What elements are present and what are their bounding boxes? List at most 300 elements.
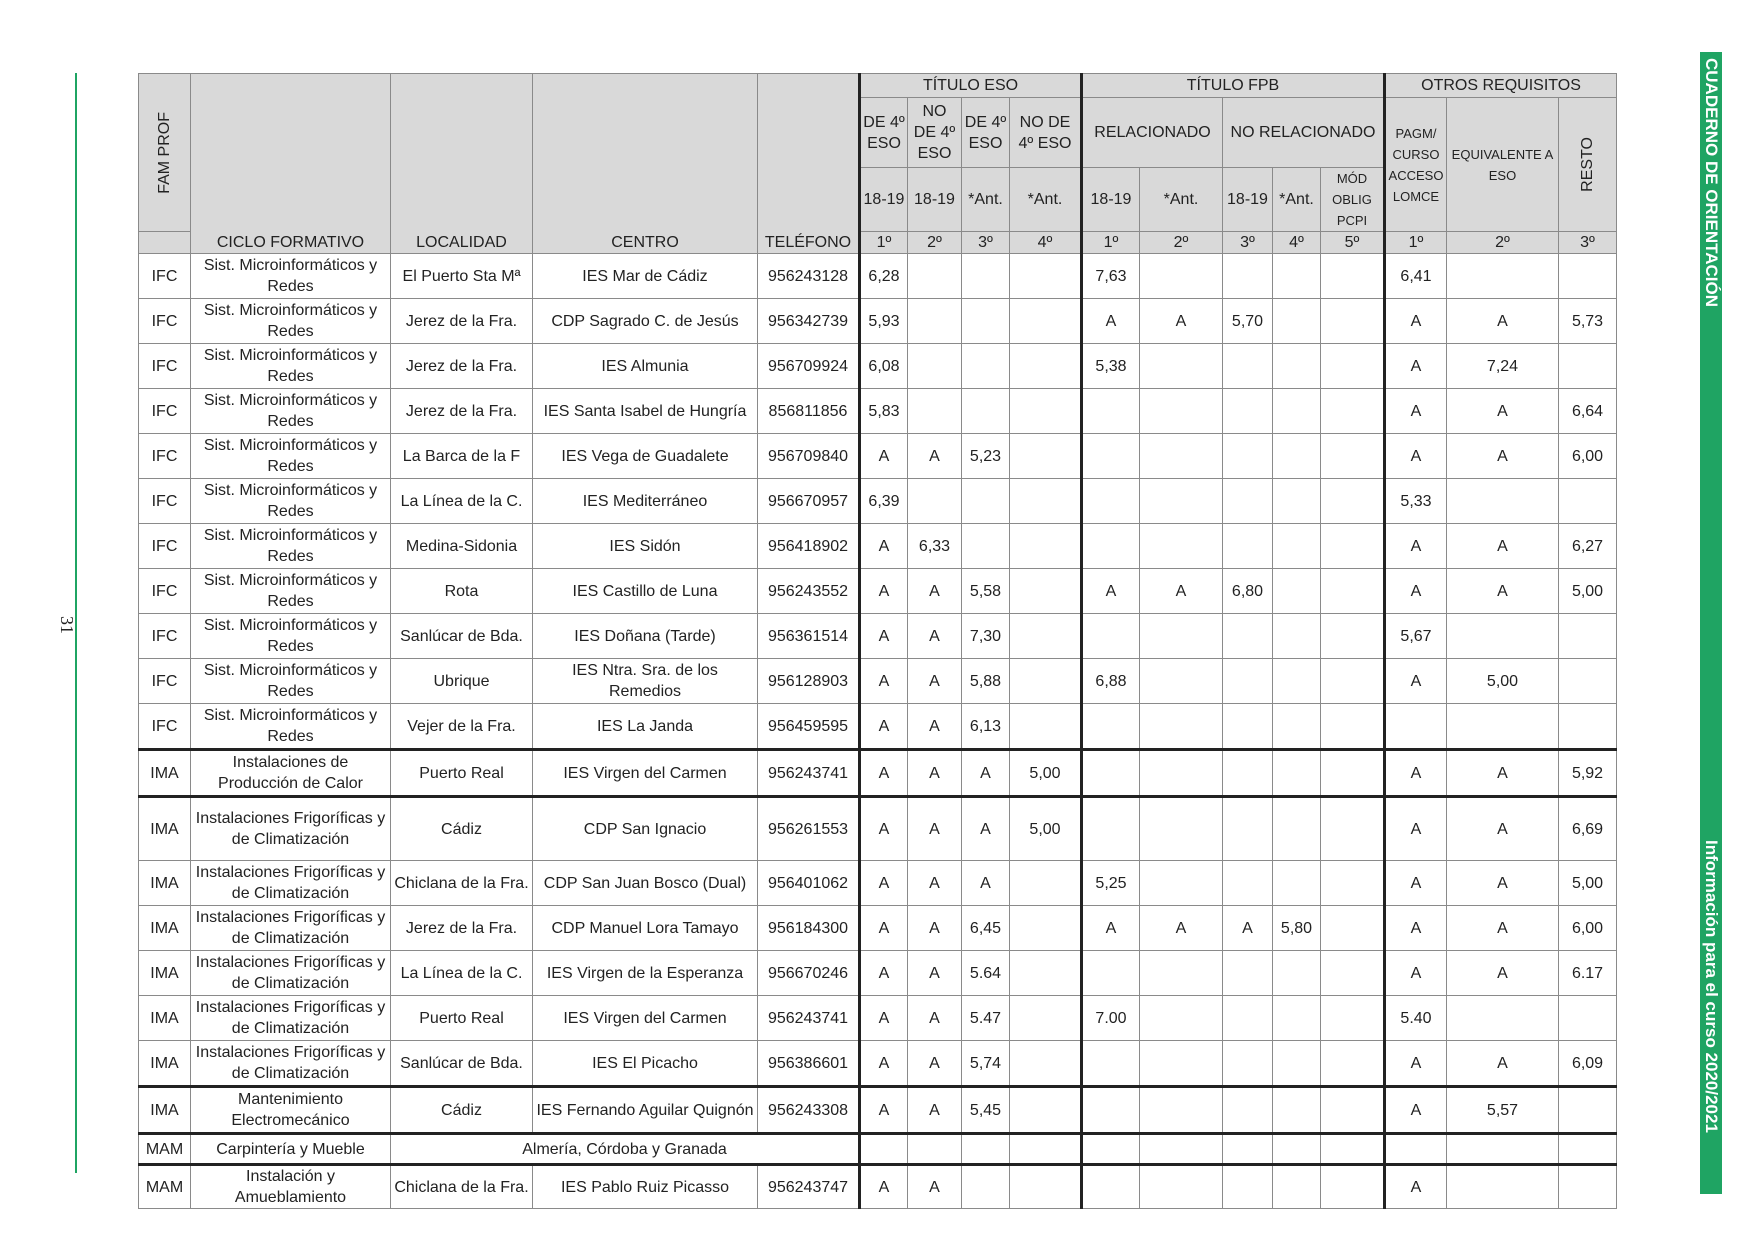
cell-centro: IES Mar de Cádiz	[533, 254, 758, 299]
cell-value	[1559, 614, 1617, 659]
cell-value	[1140, 1134, 1223, 1165]
cell-telefono: 956184300	[758, 906, 860, 951]
cell-value	[1082, 479, 1140, 524]
cell-value: A	[860, 797, 908, 861]
cell-value	[1082, 614, 1140, 659]
cell-value: A	[908, 996, 962, 1041]
cell-value: A	[908, 1087, 962, 1134]
cell-value	[1010, 1041, 1082, 1087]
cell-value	[1082, 704, 1140, 750]
cell-fam: IFC	[139, 659, 191, 704]
header-mod-oblig: MÓD OBLIG PCPI	[1321, 168, 1385, 232]
header-1819-c: 18-19	[1082, 168, 1140, 232]
cell-ciclo: Instalaciones Frigoríficas y de Climatización	[191, 1041, 391, 1087]
cell-value	[1140, 659, 1223, 704]
cell-value	[1010, 614, 1082, 659]
cell-ciclo: Instalaciones Frigoríficas y de Climatización	[191, 951, 391, 996]
header-num: 3º	[1223, 232, 1273, 254]
cell-value	[1273, 524, 1321, 569]
cell-value	[1447, 1134, 1559, 1165]
cell-value: 5,73	[1559, 299, 1617, 344]
cell-value: A	[908, 861, 962, 906]
cell-localidad: Sanlúcar de Bda.	[391, 1041, 533, 1087]
cell-fam: IMA	[139, 861, 191, 906]
cell-value: 6,13	[962, 704, 1010, 750]
cell-localidad: Jerez de la Fra.	[391, 906, 533, 951]
cell-value: A	[860, 614, 908, 659]
cell-value	[1273, 614, 1321, 659]
cell-telefono: 956243747	[758, 1165, 860, 1209]
cell-centro: IES Sidón	[533, 524, 758, 569]
cell-value	[1223, 861, 1273, 906]
cell-telefono: 956418902	[758, 524, 860, 569]
cell-value	[1140, 861, 1223, 906]
cell-value: 5,57	[1447, 1087, 1559, 1134]
header-relacionado: RELACIONADO	[1082, 98, 1223, 168]
cell-value	[1223, 1041, 1273, 1087]
cell-value	[1321, 750, 1385, 797]
cell-value	[1140, 434, 1223, 479]
cell-value: A	[1140, 299, 1223, 344]
cell-localidad: Rota	[391, 569, 533, 614]
header-no-relacionado: NO RELACIONADO	[1223, 98, 1385, 168]
table-row	[139, 344, 1617, 389]
cell-value	[908, 344, 962, 389]
cell-value	[1273, 389, 1321, 434]
cell-localidad: Jerez de la Fra.	[391, 299, 533, 344]
cell-fam: IFC	[139, 434, 191, 479]
cell-value	[1385, 704, 1447, 750]
cell-value	[1010, 389, 1082, 434]
cell-value: 5.40	[1385, 996, 1447, 1041]
header-num: 3º	[962, 232, 1010, 254]
header-pagm: PAGM/ CURSO ACCESO LOMCE	[1385, 98, 1447, 232]
cell-value: A	[860, 1087, 908, 1134]
cell-localidad: Ubrique	[391, 659, 533, 704]
cell-value: A	[1447, 797, 1559, 861]
cell-ciclo: Sist. Microinformáticos y Redes	[191, 569, 391, 614]
cell-centro: IES Doñana (Tarde)	[533, 614, 758, 659]
cell-centro: IES Virgen del Carmen	[533, 996, 758, 1041]
cell-value: 5,33	[1385, 479, 1447, 524]
cell-value	[1010, 1087, 1082, 1134]
header-titulo-eso: TÍTULO ESO	[860, 74, 1082, 98]
cell-value	[1273, 299, 1321, 344]
cell-value	[908, 479, 962, 524]
cell-telefono: 956361514	[758, 614, 860, 659]
cell-value: A	[908, 797, 962, 861]
cell-value	[1321, 1165, 1385, 1209]
cell-value: A	[860, 704, 908, 750]
cell-value: A	[1447, 906, 1559, 951]
cell-telefono: 956459595	[758, 704, 860, 750]
cell-value: 5,58	[962, 569, 1010, 614]
cell-value	[962, 524, 1010, 569]
cell-value	[1559, 659, 1617, 704]
table-row	[139, 1134, 1617, 1165]
cell-fam: MAM	[139, 1165, 191, 1209]
cell-value: 5,00	[1447, 659, 1559, 704]
cell-value: A	[1385, 389, 1447, 434]
header-num: 1º	[860, 232, 908, 254]
cell-value: 5,38	[1082, 344, 1140, 389]
cell-value	[1010, 479, 1082, 524]
cell-value: 6,08	[860, 344, 908, 389]
table-row	[139, 1041, 1617, 1087]
cell-value	[1273, 1165, 1321, 1209]
cell-telefono: 956670957	[758, 479, 860, 524]
cell-value	[962, 1165, 1010, 1209]
cell-value	[1140, 1165, 1223, 1209]
cell-value: 7.00	[1082, 996, 1140, 1041]
cell-value: A	[1447, 434, 1559, 479]
cell-value: A	[1447, 569, 1559, 614]
cell-value	[1321, 344, 1385, 389]
cell-centro: IES Virgen del Carmen	[533, 750, 758, 797]
cell-value	[1010, 524, 1082, 569]
cell-telefono: 956243741	[758, 996, 860, 1041]
cell-fam: MAM	[139, 1134, 191, 1165]
cell-centro: CDP San Juan Bosco (Dual)	[533, 861, 758, 906]
cell-value	[1273, 254, 1321, 299]
cell-centro: IES Fernando Aguilar Quignón	[533, 1087, 758, 1134]
cell-localidad: Chiclana de la Fra.	[391, 1165, 533, 1209]
cell-value	[1321, 861, 1385, 906]
cell-value	[1447, 704, 1559, 750]
cell-value	[1559, 1165, 1617, 1209]
cell-value	[1223, 1165, 1273, 1209]
cell-localidad: Puerto Real	[391, 750, 533, 797]
cell-value: A	[860, 996, 908, 1041]
cell-value: A	[1447, 750, 1559, 797]
header-ciclo: CICLO FORMATIVO	[191, 74, 391, 254]
cell-value: A	[860, 524, 908, 569]
cell-value: A	[962, 750, 1010, 797]
cell-value	[1223, 344, 1273, 389]
cell-value	[1321, 704, 1385, 750]
cell-ciclo: Instalaciones Frigoríficas y de Climatización	[191, 861, 391, 906]
cell-value	[1082, 750, 1140, 797]
cell-value	[1321, 479, 1385, 524]
table-row	[139, 861, 1617, 906]
cell-value	[1082, 1134, 1140, 1165]
cell-centro: IES Virgen de la Esperanza	[533, 951, 758, 996]
header-equivalente: EQUIVALENTE A ESO	[1447, 98, 1559, 232]
header-num: 5º	[1321, 232, 1385, 254]
cell-value	[962, 344, 1010, 389]
cell-value: 5,70	[1223, 299, 1273, 344]
cell-value	[1321, 389, 1385, 434]
table-row	[139, 659, 1617, 704]
cell-value: 5,23	[962, 434, 1010, 479]
cell-value	[1223, 479, 1273, 524]
table-row	[139, 1165, 1617, 1209]
cell-telefono: 856811856	[758, 389, 860, 434]
cell-value: A	[908, 704, 962, 750]
cell-value	[1321, 951, 1385, 996]
cell-ciclo: Instalaciones de Producción de Calor	[191, 750, 391, 797]
cell-value	[1223, 750, 1273, 797]
cell-centro: IES La Janda	[533, 704, 758, 750]
table-row	[139, 704, 1617, 750]
cell-value: A	[1447, 951, 1559, 996]
cell-fam: IMA	[139, 1041, 191, 1087]
cell-value	[1559, 1087, 1617, 1134]
cell-value	[1321, 434, 1385, 479]
cell-value	[1321, 797, 1385, 861]
cell-value: 5,93	[860, 299, 908, 344]
cell-value	[1321, 1134, 1385, 1165]
cell-value: A	[908, 951, 962, 996]
cell-value: 5,67	[1385, 614, 1447, 659]
table-row	[139, 750, 1617, 797]
table-row	[139, 1087, 1617, 1134]
cell-value: 5,00	[1559, 569, 1617, 614]
cell-localidad: El Puerto Sta Mª	[391, 254, 533, 299]
cell-value	[1321, 1087, 1385, 1134]
cell-localidad: Medina-Sidonia	[391, 524, 533, 569]
cell-value	[1140, 797, 1223, 861]
table-row	[139, 569, 1617, 614]
cell-value: 6,64	[1559, 389, 1617, 434]
header-num: 2º	[1447, 232, 1559, 254]
cell-value: A	[1223, 906, 1273, 951]
cell-localidad: Chiclana de la Fra.	[391, 861, 533, 906]
cell-value: A	[1385, 951, 1447, 996]
cell-value	[1010, 254, 1082, 299]
cell-ciclo: Sist. Microinformáticos y Redes	[191, 614, 391, 659]
cell-localidad: La Línea de la C.	[391, 951, 533, 996]
cell-value: A	[908, 569, 962, 614]
cell-ciclo: Sist. Microinformáticos y Redes	[191, 389, 391, 434]
cell-value: 5,00	[1010, 750, 1082, 797]
cell-value: A	[860, 569, 908, 614]
header-ant-a: *Ant.	[962, 168, 1010, 232]
table-row	[139, 299, 1617, 344]
header-1819-d: 18-19	[1223, 168, 1273, 232]
cell-localidad: Sanlúcar de Bda.	[391, 614, 533, 659]
cell-value	[1321, 659, 1385, 704]
cell-value: A	[1385, 1165, 1447, 1209]
cell-value: A	[1385, 299, 1447, 344]
cell-value: A	[1385, 569, 1447, 614]
cell-value: 5.47	[962, 996, 1010, 1041]
cell-value: 7,24	[1447, 344, 1559, 389]
cell-value	[1273, 659, 1321, 704]
cell-value	[1447, 479, 1559, 524]
cell-ciclo: Sist. Microinformáticos y Redes	[191, 704, 391, 750]
cell-telefono: 956670246	[758, 951, 860, 996]
cell-centro: IES Santa Isabel de Hungría	[533, 389, 758, 434]
cell-value	[962, 254, 1010, 299]
cell-value	[1321, 569, 1385, 614]
cell-value	[1140, 389, 1223, 434]
cell-value: 5,25	[1082, 861, 1140, 906]
cell-value	[1223, 614, 1273, 659]
cell-localidad: Vejer de la Fra.	[391, 704, 533, 750]
cell-value: A	[962, 861, 1010, 906]
cell-value	[1273, 861, 1321, 906]
cell-centro: IES Mediterráneo	[533, 479, 758, 524]
side-title-top: CUADERNO DE ORIENTACIÓN	[1702, 58, 1721, 308]
cell-value: A	[908, 659, 962, 704]
cell-value	[1140, 1087, 1223, 1134]
cell-fam: IMA	[139, 750, 191, 797]
cell-localidad: Cádiz	[391, 797, 533, 861]
cell-value	[1273, 569, 1321, 614]
cell-value: A	[1385, 1087, 1447, 1134]
cell-value: 5,45	[962, 1087, 1010, 1134]
cell-ciclo: Sist. Microinformáticos y Redes	[191, 659, 391, 704]
cell-value	[1082, 951, 1140, 996]
cell-value: A	[1385, 434, 1447, 479]
cell-telefono: 956261553	[758, 797, 860, 861]
cell-value: A	[1447, 299, 1559, 344]
cell-value	[1321, 254, 1385, 299]
header-otros-requisitos: OTROS REQUISITOS	[1385, 74, 1617, 98]
cell-value: 6,28	[860, 254, 908, 299]
cell-value	[1447, 614, 1559, 659]
cell-value	[1082, 797, 1140, 861]
cell-fam: IFC	[139, 299, 191, 344]
cell-value: A	[1447, 861, 1559, 906]
cell-value	[1273, 1087, 1321, 1134]
cell-value: A	[860, 1165, 908, 1209]
cell-value	[1273, 951, 1321, 996]
cell-value: A	[1385, 861, 1447, 906]
cell-value	[1559, 1134, 1617, 1165]
cell-value	[1140, 479, 1223, 524]
cell-value: 6.17	[1559, 951, 1617, 996]
header-num: 2º	[1140, 232, 1223, 254]
cell-localidad: Jerez de la Fra.	[391, 389, 533, 434]
cell-value: A	[860, 1041, 908, 1087]
cell-value	[1140, 614, 1223, 659]
cell-value	[1559, 996, 1617, 1041]
cell-value: A	[1082, 569, 1140, 614]
cell-value	[908, 254, 962, 299]
cell-value	[1321, 614, 1385, 659]
cell-value	[1223, 1134, 1273, 1165]
cell-value: 7,30	[962, 614, 1010, 659]
cell-value	[1010, 996, 1082, 1041]
header-num: 1º	[1082, 232, 1140, 254]
cell-value	[1447, 1165, 1559, 1209]
cell-fam: IFC	[139, 569, 191, 614]
cell-fam: IFC	[139, 344, 191, 389]
cell-value: A	[1447, 1041, 1559, 1087]
cell-value	[1223, 254, 1273, 299]
cell-value	[1140, 996, 1223, 1041]
cell-value	[1082, 524, 1140, 569]
cell-value	[1140, 951, 1223, 996]
cell-value	[1140, 704, 1223, 750]
cell-value	[1321, 1041, 1385, 1087]
table-row	[139, 797, 1617, 861]
cell-value: 5,88	[962, 659, 1010, 704]
cell-value	[1559, 344, 1617, 389]
cell-telefono: 956386601	[758, 1041, 860, 1087]
cell-value: A	[962, 797, 1010, 861]
cell-ciclo: Instalaciones Frigoríficas y de Climatización	[191, 996, 391, 1041]
cell-value: A	[860, 861, 908, 906]
cell-ciclo: Sist. Microinformáticos y Redes	[191, 479, 391, 524]
cell-value	[1385, 1134, 1447, 1165]
cell-telefono: 956709840	[758, 434, 860, 479]
cell-localidad: Puerto Real	[391, 996, 533, 1041]
table-row	[139, 614, 1617, 659]
cell-value: A	[860, 750, 908, 797]
cell-localidad: Cádiz	[391, 1087, 533, 1134]
cell-ciclo: Instalación y Amueblamiento	[191, 1165, 391, 1209]
table-row	[139, 524, 1617, 569]
table-row	[139, 996, 1617, 1041]
cell-value	[1273, 797, 1321, 861]
side-title-bottom: Información para el curso 2020/2021	[1702, 840, 1721, 1133]
cell-telefono: 956401062	[758, 861, 860, 906]
cell-fam: IMA	[139, 1087, 191, 1134]
cell-value	[1010, 659, 1082, 704]
cell-value: A	[1140, 569, 1223, 614]
cell-fam: IFC	[139, 479, 191, 524]
cell-ciclo: Sist. Microinformáticos y Redes	[191, 524, 391, 569]
cell-value: 7,63	[1082, 254, 1140, 299]
cell-value	[1223, 996, 1273, 1041]
cell-value: 6,09	[1559, 1041, 1617, 1087]
cell-value: A	[860, 906, 908, 951]
cell-fam: IFC	[139, 704, 191, 750]
cell-value: A	[860, 434, 908, 479]
cell-value	[1140, 254, 1223, 299]
header-localidad: LOCALIDAD	[391, 74, 533, 254]
cell-value: A	[1082, 299, 1140, 344]
cell-value	[1082, 434, 1140, 479]
header-num: 1º	[1385, 232, 1447, 254]
header-de4-eso: DE 4º ESO	[860, 98, 908, 168]
cell-note: Almería, Córdoba y Granada	[391, 1134, 860, 1165]
cell-centro: IES Castillo de Luna	[533, 569, 758, 614]
cell-value: 6,41	[1385, 254, 1447, 299]
cell-value	[1321, 299, 1385, 344]
cell-value	[1010, 1165, 1082, 1209]
cell-value	[1273, 479, 1321, 524]
cell-value: 5,00	[1010, 797, 1082, 861]
header-telefono: TELÉFONO	[758, 74, 860, 254]
cell-value: A	[860, 659, 908, 704]
cell-value	[1223, 1087, 1273, 1134]
cell-value	[1223, 659, 1273, 704]
cell-value	[1010, 344, 1082, 389]
cell-value	[1082, 1165, 1140, 1209]
cell-value	[860, 1134, 908, 1165]
cell-value	[1223, 797, 1273, 861]
cell-centro: IES Vega de Guadalete	[533, 434, 758, 479]
cell-value	[1082, 1041, 1140, 1087]
cell-value	[1273, 996, 1321, 1041]
cell-value: A	[908, 614, 962, 659]
header-de4-eso-b: DE 4º ESO	[962, 98, 1010, 168]
cell-value: A	[1385, 344, 1447, 389]
cell-ciclo: Mantenimiento Electromecánico	[191, 1087, 391, 1134]
cell-telefono: 956709924	[758, 344, 860, 389]
cell-value: A	[908, 1041, 962, 1087]
cell-value: 6,80	[1223, 569, 1273, 614]
cell-ciclo: Carpintería y Mueble	[191, 1134, 391, 1165]
header-ant-c: *Ant.	[1140, 168, 1223, 232]
cell-value	[962, 479, 1010, 524]
header-1819-a: 18-19	[860, 168, 908, 232]
cell-value	[1082, 389, 1140, 434]
